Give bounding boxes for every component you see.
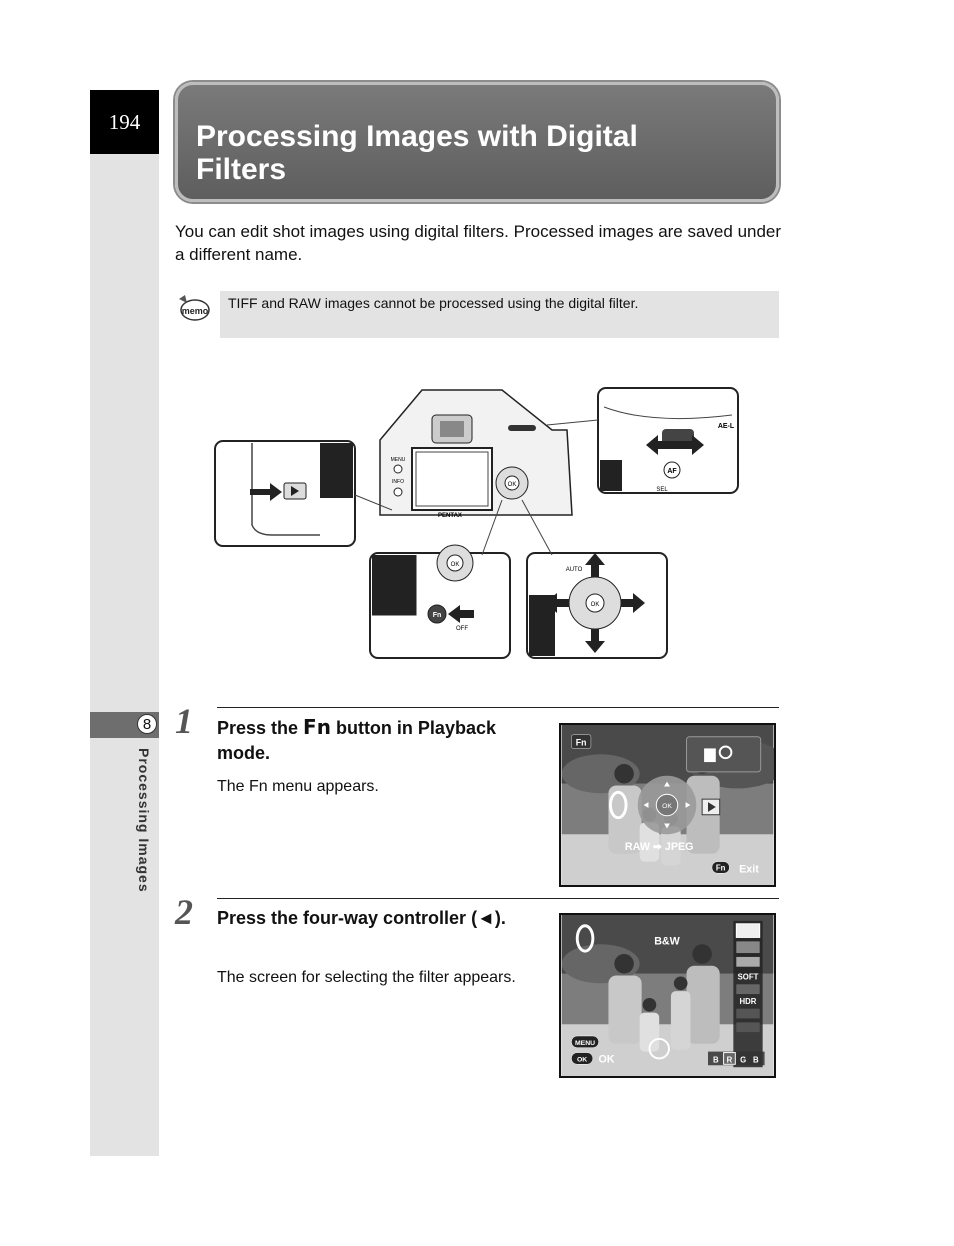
page-title-line2: Filters <box>196 153 287 186</box>
step1-body: The Fn menu appears. <box>217 778 379 795</box>
svg-text:AF: AF <box>667 468 677 475</box>
svg-text:AE-L: AE-L <box>717 423 735 430</box>
svg-text:G: G <box>740 1055 747 1065</box>
svg-text:SEL: SEL <box>656 487 668 493</box>
four-way-controller-inset <box>527 553 667 658</box>
svg-text:HDR: HDR <box>739 996 757 1006</box>
svg-text:Fn: Fn <box>575 737 587 748</box>
svg-text:OK: OK <box>598 1053 615 1066</box>
step1-heading-pre: Press the <box>217 718 304 738</box>
fn-button-inset <box>370 545 510 658</box>
svg-text:OK: OK <box>662 802 672 810</box>
svg-text:B: B <box>752 1055 759 1065</box>
fn-label: Fn <box>303 715 331 739</box>
svg-text:OK: OK <box>507 482 517 488</box>
svg-text:OK: OK <box>576 1056 588 1064</box>
svg-text:MENU: MENU <box>574 1039 596 1047</box>
step1-rule <box>217 707 779 708</box>
svg-text:Fn: Fn <box>715 863 726 873</box>
svg-text:SOFT: SOFT <box>737 972 759 982</box>
memo-icon-label: memo <box>181 306 209 316</box>
svg-text:MENU: MENU <box>390 457 406 463</box>
step2-body: The screen for selecting the filter appears. <box>217 969 516 986</box>
svg-text:AUTO: AUTO <box>565 567 583 573</box>
svg-text:RAW ➡ JPEG: RAW ➡ JPEG <box>624 840 694 853</box>
step1-heading-post: button in Playback mode. <box>217 718 496 763</box>
screen-fn-menu <box>559 723 776 887</box>
ae-lock-inset <box>598 388 738 493</box>
svg-text:OFF: OFF <box>456 626 468 632</box>
svg-text:PENTAX: PENTAX <box>438 513 462 519</box>
memo-text: TIFF and RAW images cannot be processed using the digital filter. <box>228 295 639 311</box>
step1-heading <box>217 715 547 766</box>
screen-filter-select <box>559 913 776 1078</box>
chapter-title: Processing Images <box>136 748 152 893</box>
chapter-number: 8 <box>137 714 157 734</box>
camera-diagram <box>212 385 742 660</box>
svg-text:R: R <box>726 1055 733 1065</box>
playback-button-inset <box>215 441 355 546</box>
step2-number: 2 <box>175 892 193 932</box>
svg-text:B: B <box>712 1055 719 1065</box>
sidebar <box>90 90 159 1156</box>
svg-text:B&W: B&W <box>654 935 680 948</box>
svg-text:INFO: INFO <box>392 479 404 485</box>
svg-text:Exit: Exit <box>739 863 759 876</box>
page-number: 194 <box>90 90 159 154</box>
page-title-line1: Processing Images with Digital <box>196 120 638 153</box>
intro-paragraph: You can edit shot images using digital filters. Processed images are saved under a different name. <box>175 222 782 264</box>
svg-text:OK: OK <box>450 562 460 568</box>
memo-icon <box>175 293 211 323</box>
camera-back <box>380 390 572 519</box>
step1-number: 1 <box>175 701 193 741</box>
page-title <box>196 120 756 186</box>
step2-rule <box>217 898 779 899</box>
step2-heading: Press the four-way controller (◄). <box>217 908 506 928</box>
svg-text:Fn: Fn <box>432 612 442 619</box>
svg-text:OK: OK <box>590 602 600 608</box>
